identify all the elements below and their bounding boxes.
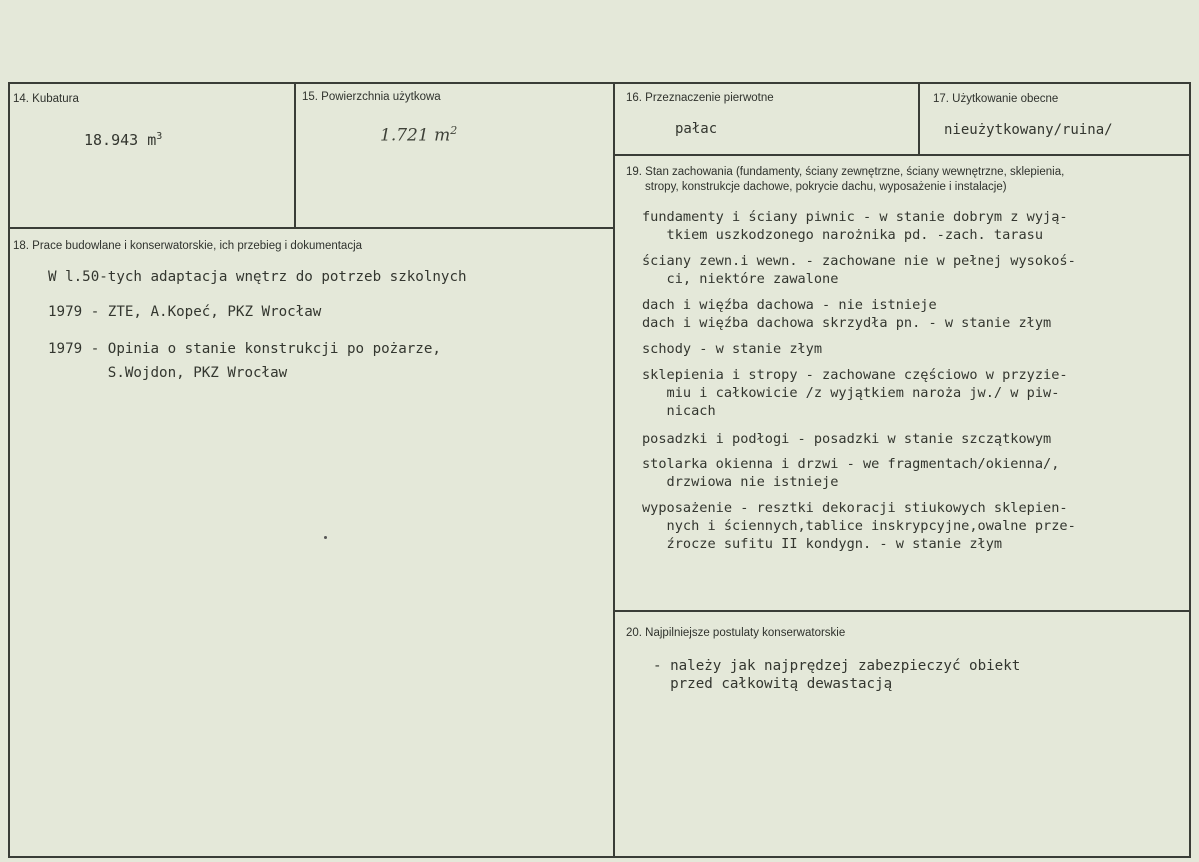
prace-line-3: 1979 - Opinia o stanie konstrukcji po pożarze, [48,341,441,357]
divider-14-15 [294,82,296,228]
stan-line-10: nicach [642,403,716,419]
prace-line-2: 1979 - ZTE, A.Kopeć, PKZ Wrocław [48,304,322,320]
postulaty-line-2: przed całkowitą dewastacją [653,676,893,692]
prace-line-4: S.Wojdon, PKZ Wrocław [48,365,288,381]
kubatura-value [84,128,162,149]
stan-line-5: dach i więźba dachowa - nie istnieje [642,297,937,313]
postulaty-line-1: - należy jak najprędzej zabezpieczyć obiekt [653,658,1021,674]
bottom-rule [8,856,1190,858]
divider-center [613,82,615,858]
top-rule [8,82,1190,84]
postulaty-label: 20. Najpilniejsze postulaty konserwatorskie [626,627,846,639]
kubatura-unit-sup: 3 [156,131,163,142]
prace-line-1: W l.50-tych adaptacja wnętrz do potrzeb szkolnych [48,269,467,285]
przeznaczenie-label: 16. Przeznaczenie pierwotne [626,92,774,104]
powierzchnia-value [380,124,457,146]
stan-line-7: schody - w stanie złym [642,341,823,357]
stan-line-3: ściany zewn.i wewn. - zachowane nie w pełnej wysokoś- [642,253,1076,269]
stan-line-8: sklepienia i stropy - zachowane częściowo w przyzie- [642,367,1068,383]
stan-line-6: dach i więźba dachowa skrzydła pn. - w stanie złym [642,315,1052,331]
rule-under-14-15 [8,227,614,229]
przeznaczenie-value: pałac [675,121,718,137]
stan-label-line1: 19. Stan zachowania (fundamenty, ściany zewnętrzne, ściany wewnętrzne, sklepienia, [626,166,1065,178]
stan-line-2: tkiem uszkodzonego narożnika pd. -zach. tarasu [642,227,1044,243]
uzytkowanie-label: 17. Użytkowanie obecne [933,93,1059,105]
powierzchnia-number: 1.721 m [380,125,451,146]
powierzchnia-label: 15. Powierzchnia użytkowa [302,91,441,103]
stan-line-12: stolarka okienna i drzwi - we fragmentach/okienna/, [642,456,1060,472]
kubatura-number: 18.943 m [84,131,157,149]
uzytkowanie-value: nieużytkowany/ruina/ [944,122,1113,138]
stan-label-line2: stropy, konstrukcje dachowe, pokrycie dachu, wyposażenie i instalacje) [645,181,1007,193]
stan-line-15: nych i ściennych,tablice inskrypcyjne,owalne prze- [642,518,1076,534]
divider-16-17 [918,82,920,155]
left-rule [8,82,10,858]
kubatura-label: 14. Kubatura [13,93,79,105]
powierzchnia-unit-sup: 2 [450,124,458,137]
stan-line-13: drzwiowa nie istnieje [642,474,839,490]
stan-line-14: wyposażenie - resztki dekoracji stiukowych sklepien- [642,500,1068,516]
rule-above-20 [613,610,1190,612]
stan-line-16: źrocze sufitu II kondygn. - w stanie złym [642,536,1003,552]
stan-line-11: posadzki i podłogi - posadzki w stanie szczątkowym [642,431,1052,447]
stan-line-9: miu i całkowicie /z wyjątkiem naroża jw./ w piw- [642,385,1060,401]
rule-under-16-17 [613,154,1190,156]
stan-line-1: fundamenty i ściany piwnic - w stanie dobrym z wyją- [642,209,1068,225]
ink-speck [324,536,327,539]
prace-label: 18. Prace budowlane i konserwatorskie, ich przebieg i dokumentacja [13,240,363,252]
stan-line-4: ci, niektóre zawalone [642,271,839,287]
right-rule [1189,82,1191,858]
